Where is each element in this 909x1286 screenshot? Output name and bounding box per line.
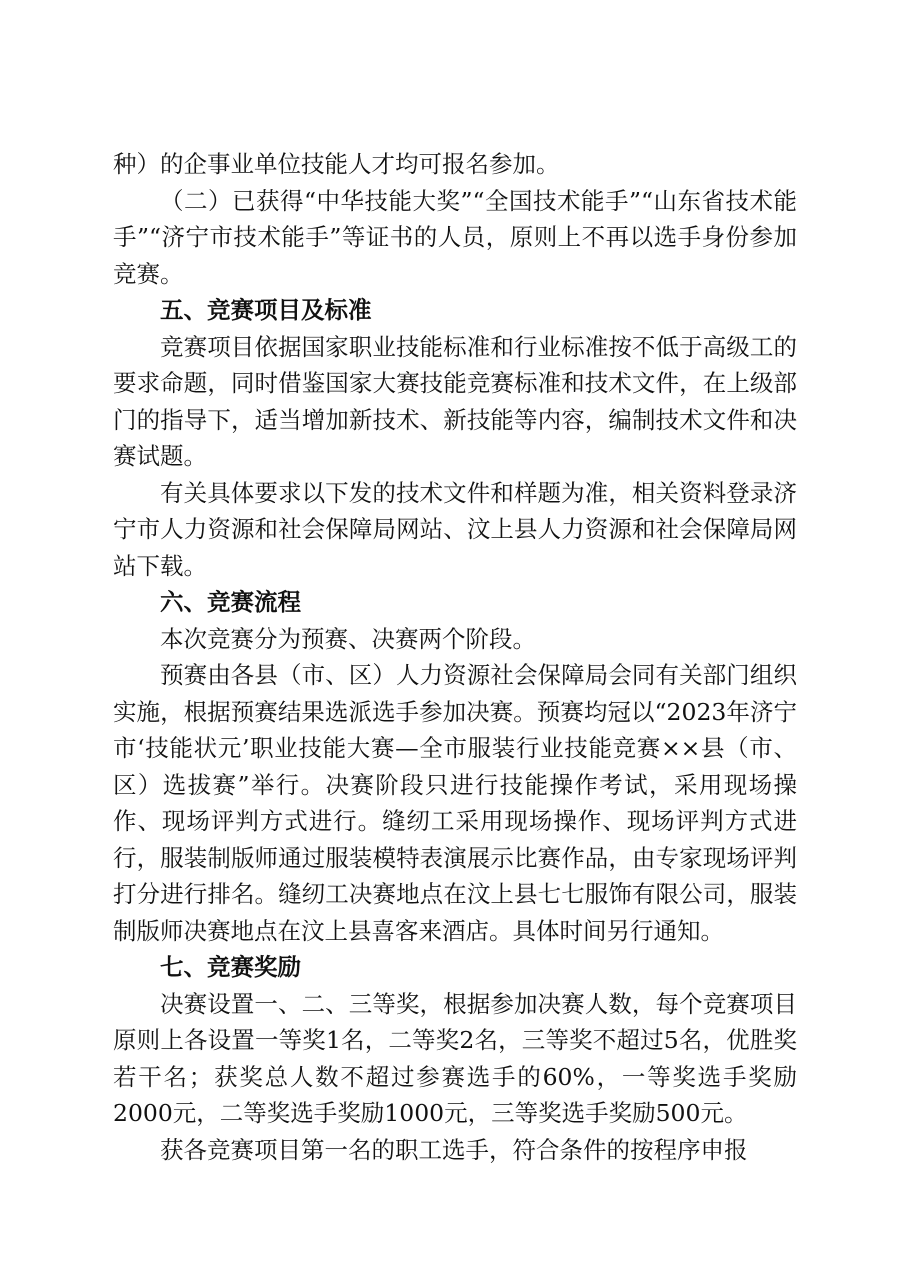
paragraph-materials-download: 有关具体要求以下发的技术文件和样题为准，相关资料登录济宁市人力资源和社会保障局网站、汶上县人力资源和社会保障局网站下载。 [113, 478, 797, 580]
paragraph-eligibility-continued: 种）的企事业单位技能人才均可报名参加。 [113, 150, 560, 178]
paragraph-standards: 竞赛项目依据国家职业技能标准和行业标准按不低于高级工的要求命题，同时借鉴国家大赛技能竞赛标准和技术文件，在上级部门的指导下，适当增加新技术、新技能等内容，编制技术文件和决赛试题。 [113, 332, 797, 470]
paragraph-preliminary-and-final: 预赛由各县（市、区）人力资源社会保障局会同有关部门组织实施，根据预赛结果选派选手参加决赛。预赛均冠以“2023年济宁市‘技能状元’职业技能大赛—全市服装行业技能竞赛××县（市、区）选拔赛”举行。决赛阶段只进行技能操作考试，采用现场操作、现场评判方式进行。缝纫工采用现场操作、现场评判方式进行，服装制版师通过服装模特表演展示比赛作品，由专家现场评判打分进行排名。缝纫工决赛地点在汶上县七七服饰有限公司，服装制版师决赛地点在汶上县喜客来酒店。具体时间另行通知。 [113, 661, 797, 945]
paragraph-exclusion-rule: （二）已获得“中华技能大奖”“全国技术能手”“山东省技术能手”“济宁市技术能手”等证书的人员，原则上不再以选手身份参加竞赛。 [113, 186, 797, 288]
section-heading-awards: 七、竞赛奖励 [160, 953, 301, 981]
section-heading-process: 六、竞赛流程 [160, 588, 301, 616]
document-body [113, 146, 797, 1168]
section-heading-standards: 五、竞赛项目及标准 [160, 296, 372, 324]
paragraph-stages: 本次竞赛分为预赛、决赛两个阶段。 [160, 624, 536, 653]
paragraph-award-settings: 决赛设置一、二、三等奖，根据参加决赛人数，每个竞赛项目原则上各设置一等奖1名，二等奖2名，三等奖不超过5名，优胜奖若干名；获奖总人数不超过参赛选手的60%，一等奖选手奖励2000元，二等奖选手奖励1000元，三等奖选手奖励500元。 [113, 989, 797, 1127]
paragraph-first-place: 获各竞赛项目第一名的职工选手，符合条件的按程序申报 [160, 1135, 748, 1164]
